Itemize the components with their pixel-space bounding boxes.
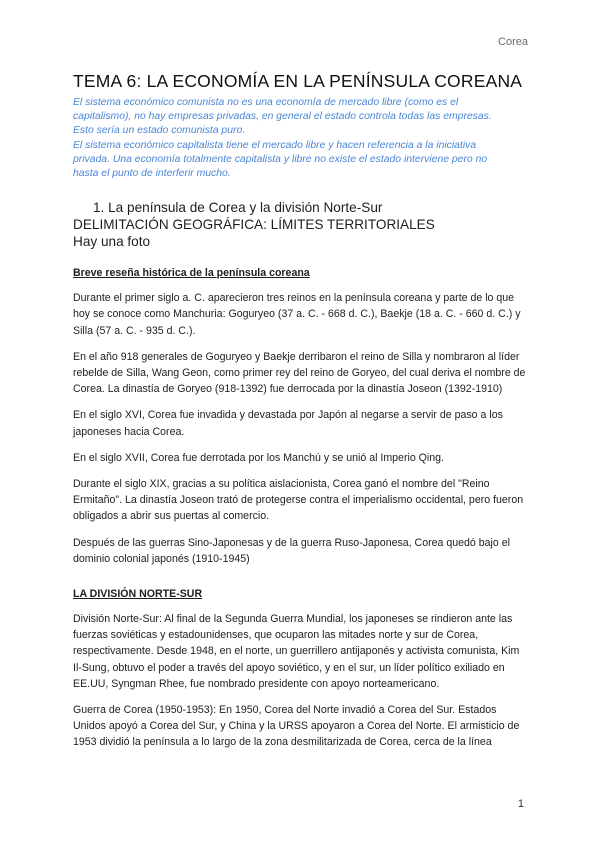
paragraph: Después de las guerras Sino-Japonesas y de la guerra Ruso-Japonesa, Corea quedó bajo el dominio colonial japonés (1910-1945) [73,536,510,565]
photo-note: Hay una foto [73,234,151,250]
running-header: Corea [498,36,528,48]
document-title: TEMA 6: LA ECONOMÍA EN LA PENÍNSULA COREANA [73,71,523,91]
intro-line: hasta el punto de interferir mucho. [73,168,231,180]
paragraph: Guerra de Corea (1950-1953): En 1950, Corea del Norte invadió a Corea del Sur. Estados Unidos apoyó a Corea del Sur, y China y la URSS apoyaron a Corea del Norte. El armisticio de 1953 dividió la península a lo largo de la zona desmilitarizada de Corea, cerca de la línea [73,704,520,749]
paragraph: Durante el primer siglo a. C. aparecieron tres reinos en la península coreana y parte de lo que hoy se conoce como Manchuria: Goguryeo (37 a. C. - 668 d. C.), Baekje (18 a. C. - 660 d. C.) y Silla (57 a. C. - 935 d. C.). [73,292,521,337]
subheading-geography: DELIMITACIÓN GEOGRÁFICA: LÍMITES TERRITORIALES [73,217,435,233]
numbered-heading: 1. La península de Corea y la división Norte-Sur [93,200,383,216]
paragraph: División Norte-Sur: Al final de la Segunda Guerra Mundial, los japoneses se rindieron ante las fuerzas soviéticas y estadounidenses, que ocuparon las mitades norte y sur de Corea, respectivamente. Desde 1948, en el norte, un guerrillero antijaponés y activista comunista, Kim Il-Sung, obtuvo el poder a través del apoyo soviético, y en el sur, un líder político exiliado en EE.UU, Syngman Rhee, fue nombrado presidente con apoyo norteamericano. [73,613,520,690]
paragraph: En el siglo XVI, Corea fue invadida y devastada por Japón al negarse a servir de paso a los japoneses hacia Corea. [73,409,503,438]
intro-note [73,96,529,181]
paragraph: Durante el siglo XIX, gracias a su política aislacionista, Corea ganó el nombre del "Reino Ermitaño". La dinastía Joseon trató de protegerse contra el imperialismo occidental, pero fueron obligados a abrir sus puertas al comercio. [73,478,524,523]
intro-line: capitalismo), no hay empresas privadas, en general el estado controla todas las empresas. [73,111,492,123]
intro-line: El sistema económico comunista no es una economía de mercado libre (como es el [73,97,459,108]
section-heading-division: LA DIVISIÓN NORTE-SUR [73,588,203,601]
paragraph: En el año 918 generales de Goguryeo y Baekje derribaron el reino de Silla y nombraron al líder rebelde de Silla, Wang Geon, como primer rey del reino de Goryeo, del cual deriva el nombre de Corea. La dinastía de Goryeo (918-1392) fue derrocada por la dinastía Joseon (1392-1910) [73,350,526,396]
intro-line: privada. Una economía totalmente capitalista y libre no existe el estado interviene pero no [73,153,488,165]
page-number: 1 [517,798,524,810]
paragraph: En el siglo XVII, Corea fue derrotada por los Manchú y se unió al Imperio Qing. [73,451,444,464]
intro-line: Esto sería un estado comunista puro. [73,125,246,137]
document-body [73,70,529,751]
section-heading-history: Breve reseña histórica de la península coreana [73,267,310,280]
intro-line: El sistema económico capitalista tiene el mercado libre y hacen referencia a la iniciativa [73,139,477,151]
